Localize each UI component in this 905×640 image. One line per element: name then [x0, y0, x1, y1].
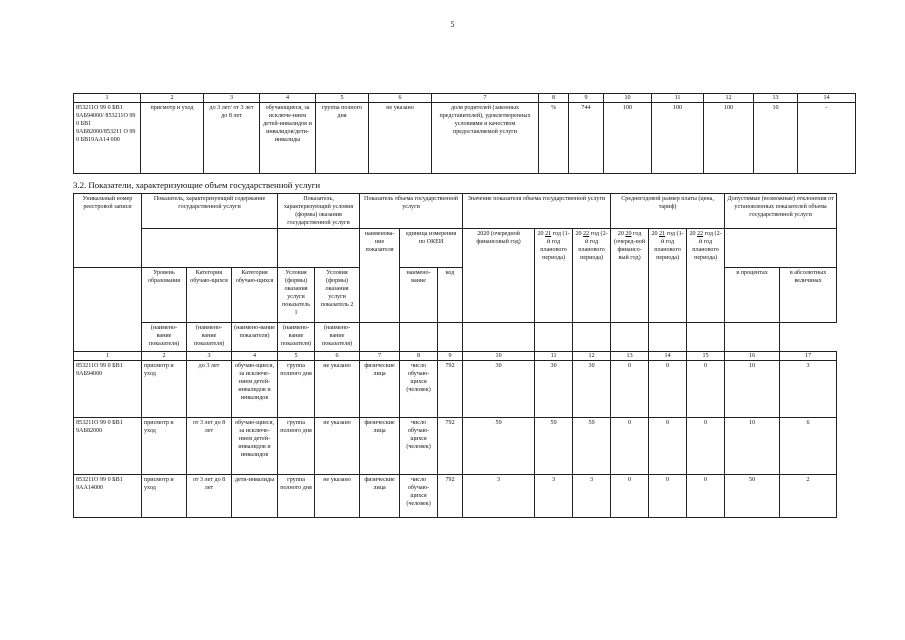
header-fee-2021: 20 21 год (1-й год планового периода) [649, 229, 687, 323]
col-number: 1 [74, 352, 142, 361]
col-number: 8 [400, 352, 438, 361]
registry-number: 853211О 99 0 БВ1 9АА14000 [74, 475, 142, 518]
header-fee-2022: 20 22 год (2-й год планового периода) [687, 229, 725, 323]
col-number: 2 [142, 352, 187, 361]
fee-2021: 0 [649, 418, 687, 475]
col-number: 13 [754, 94, 798, 103]
header-unit-name: наимено-вание [400, 268, 438, 323]
table-row [74, 418, 837, 475]
condition-indicator-2: не указано [315, 361, 360, 418]
content-indicator-1: присмотр и уход [141, 103, 204, 174]
fee-2021: 0 [649, 475, 687, 518]
fee-2022: 0 [687, 361, 725, 418]
content-indicator-2: до 3 лет/ от 3 лет до 8 лет [204, 103, 260, 174]
header-sub-content-1: Уровень образования [142, 268, 187, 323]
condition-indicator-1: группа полного дня [278, 418, 315, 475]
table-row [74, 475, 837, 518]
name-note: (наимено-вание показателя) [315, 323, 360, 352]
col-number: 2 [141, 94, 204, 103]
col-number: 8 [539, 94, 569, 103]
col-number: 14 [649, 352, 687, 361]
unit-code: 792 [438, 361, 463, 418]
deviation-percent: 10 [725, 418, 780, 475]
name-note: (наимено-вание показателя) [278, 323, 315, 352]
value-2021: 3 [535, 475, 573, 518]
col-number: 17 [780, 352, 837, 361]
content-indicator-2: от 3 лет до 8 лет [187, 418, 232, 475]
col-number: 7 [360, 352, 400, 361]
deviation-absolute: 2 [780, 475, 837, 518]
content-indicator-3: обучающиеся, за исключе-нием детей-инвалидов и инвалидов/дети-инвалиды [260, 103, 316, 174]
value-2020: 59 [463, 418, 535, 475]
col-number: 11 [652, 94, 704, 103]
registry-number: 853211О 99 0 БВ1 9АБ82000 [74, 418, 142, 475]
header-sub-content-3: Категория обучаю-щихся [232, 268, 278, 323]
value-2020: 100 [604, 103, 652, 174]
name-note: (наимено-вание показателя) [232, 323, 278, 352]
col-number: 6 [315, 352, 360, 361]
volume-indicators-table [73, 193, 837, 518]
header-value-2022: 20 22 год (2-й год планового периода) [573, 229, 611, 323]
value-2021: 30 [535, 361, 573, 418]
col-number: 3 [187, 352, 232, 361]
value-2020: 30 [463, 361, 535, 418]
content-indicator-2: до 3 лет [187, 361, 232, 418]
col-number: 1 [74, 94, 141, 103]
content-indicator-3: обучаю-щиеся, за исключе-нием детей-инвалидов и инвалидов [232, 418, 278, 475]
value-2022: 59 [573, 418, 611, 475]
registry-number: 853211О 99 0 БВ1 9АБ94000 [74, 361, 142, 418]
value-2022: 100 [704, 103, 754, 174]
col-number: 3 [204, 94, 260, 103]
unit-name: число обучаю-щихся (человек) [400, 475, 438, 518]
column-number-row [74, 352, 837, 361]
fee-2022: 0 [687, 418, 725, 475]
header-registry: Уникальный номер реестровой записи [74, 194, 142, 268]
header-conditions-group: Показатель, характеризующий условия (формы) оказания государственной услуги [278, 194, 360, 229]
header-volume-name: наименова-ние показателя [360, 229, 400, 323]
unit-code: 792 [438, 475, 463, 518]
header-sub-condition-1: Условия (формы) оказания услуги показатель 1 [278, 268, 315, 323]
content-indicator-1: присмотр и уход [142, 475, 187, 518]
header-row-5 [74, 323, 837, 352]
deviation-absolute: 6 [780, 418, 837, 475]
deviation-absolute: - [798, 103, 856, 174]
header-deviation-percent: в процентах [725, 268, 780, 323]
condition-indicator-2: не указано [315, 418, 360, 475]
header-fee-group: Среднегодовой размер платы (цена, тариф) [611, 194, 725, 229]
condition-indicator-2: не указано [369, 103, 432, 174]
okei-code: 744 [569, 103, 604, 174]
fee-2020: 0 [611, 361, 649, 418]
col-number: 10 [604, 94, 652, 103]
col-number: 11 [535, 352, 573, 361]
registry-number: 853211О 99 0 БВ1 9АБ94000/ 853211О 99 0 БВ1 9АБ82000/853211 О 99 0 БВ19АА14 000 [74, 103, 141, 174]
content-indicator-3: обучаю-щиеся, за исключе-нием детей-инвалидов и инвалидов [232, 361, 278, 418]
fee-2020: 0 [611, 475, 649, 518]
table-row [74, 361, 837, 418]
content-indicator-3: дети-инвалиды [232, 475, 278, 518]
table-row [74, 103, 856, 174]
content-indicator-2: от 3 лет до 8 лет [187, 475, 232, 518]
content-indicator-1: присмотр и уход [142, 361, 187, 418]
condition-indicator-1: группа полного дня [316, 103, 369, 174]
header-volume-group: Показатель объема государственной услуги [360, 194, 463, 229]
header-row-1 [74, 194, 837, 229]
value-2021: 59 [535, 418, 573, 475]
header-content-group: Показатель, характеризующий содержание государственной услуги [142, 194, 278, 229]
column-number-row [74, 94, 856, 103]
page-number: 5 [450, 20, 455, 29]
header-deviation-group: Допустимые (возможные) отклонения от установленных показателей объема государственной услуги [725, 194, 837, 229]
fee-2021: 0 [649, 361, 687, 418]
volume-indicator-name: физические лица [360, 418, 400, 475]
volume-indicator-name: физические лица [360, 475, 400, 518]
value-2021: 100 [652, 103, 704, 174]
header-sub-content-2: Категория обучаю-щихся [187, 268, 232, 323]
col-number: 12 [573, 352, 611, 361]
unit-name: число обучаю-щихся (человек) [400, 418, 438, 475]
name-note: (наимено-вание показателя) [142, 323, 187, 352]
section-title: 3.2. Показатели, характеризующие объем государственной услуги [73, 180, 321, 190]
col-number: 10 [463, 352, 535, 361]
col-number: 7 [432, 94, 539, 103]
header-fee-2020: 20 20 год (очеред-ной финансо-вый год) [611, 229, 649, 323]
header-sub-condition-2: Условия (формы) оказания услуги показатель 2 [315, 268, 360, 323]
header-value-group: Значение показателя объема государственной услуги [463, 194, 611, 229]
name-note: (наимено-вание показателя) [187, 323, 232, 352]
content-indicator-1: присмотр и уход [142, 418, 187, 475]
unit-name: число обучаю-щихся (человек) [400, 361, 438, 418]
col-number: 4 [232, 352, 278, 361]
deviation-absolute: 3 [780, 361, 837, 418]
header-deviation-absolute: в абсолютных величинах [780, 268, 837, 323]
quality-indicators-table [73, 93, 856, 174]
col-number: 12 [704, 94, 754, 103]
col-number: 5 [316, 94, 369, 103]
col-number: 13 [611, 352, 649, 361]
col-number: 16 [725, 352, 780, 361]
condition-indicator-1: группа полного дня [278, 361, 315, 418]
unit: % [539, 103, 569, 174]
header-unit-code: код [438, 268, 463, 323]
col-number: 9 [569, 94, 604, 103]
col-number: 9 [438, 352, 463, 361]
deviation-percent: 50 [725, 475, 780, 518]
condition-indicator-1: группа полного дня [278, 475, 315, 518]
value-2020: 3 [463, 475, 535, 518]
header-value-2021: 20 21 год (1-й год планового периода) [535, 229, 573, 323]
header-unit-group: единица измерения по ОКЕИ [400, 229, 463, 268]
unit-code: 792 [438, 418, 463, 475]
header-value-2020: 2020 (очередной финансовый год) [463, 229, 535, 323]
volume-indicator-name: физические лица [360, 361, 400, 418]
col-number: 15 [687, 352, 725, 361]
quality-indicator-name: доля родителей (законных представителей), удовлетворенных условиями и качеством предоставляемой услуги [432, 103, 539, 174]
col-number: 14 [798, 94, 856, 103]
deviation-percent: 10 [754, 103, 798, 174]
fee-2020: 0 [611, 418, 649, 475]
col-number: 6 [369, 94, 432, 103]
fee-2022: 0 [687, 475, 725, 518]
condition-indicator-2: не указано [315, 475, 360, 518]
col-number: 5 [278, 352, 315, 361]
col-number: 4 [260, 94, 316, 103]
deviation-percent: 10 [725, 361, 780, 418]
value-2022: 30 [573, 361, 611, 418]
value-2022: 3 [573, 475, 611, 518]
